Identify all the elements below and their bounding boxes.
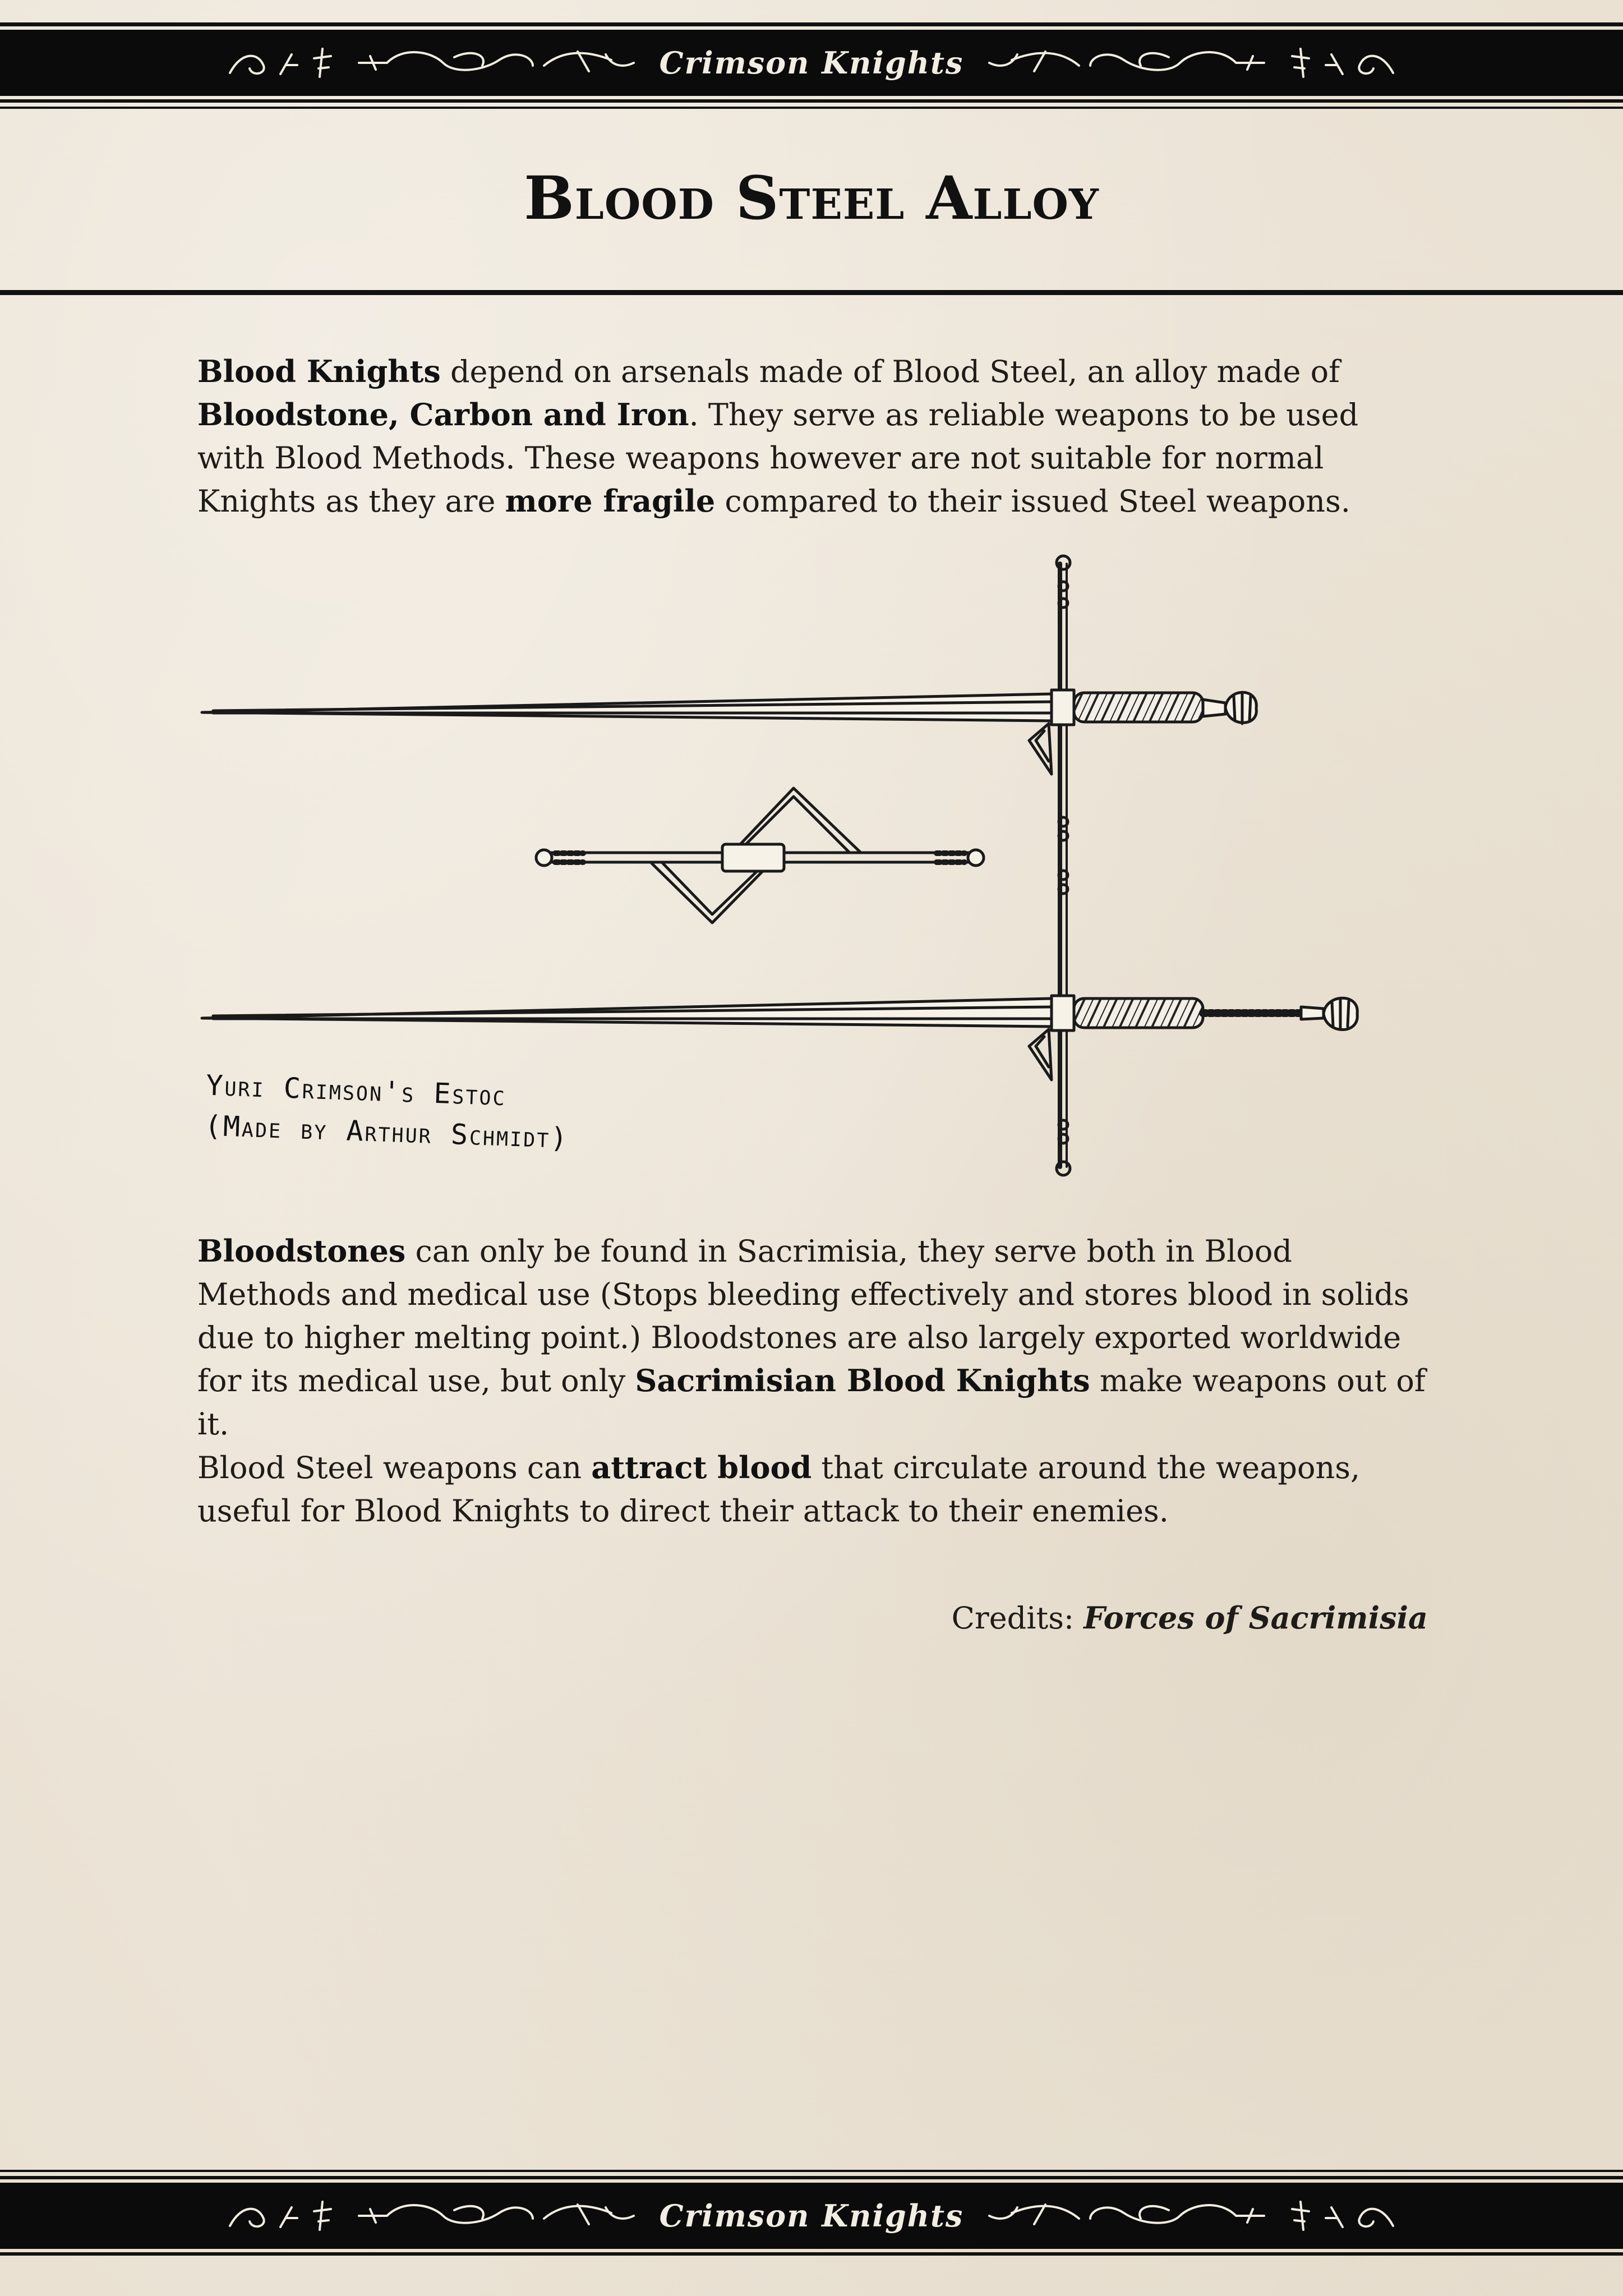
page-title: Blood Steel Alloy <box>524 163 1099 233</box>
term-more-fragile: more fragile <box>505 483 716 519</box>
text-run: Blood Steel weapons can <box>197 1450 592 1485</box>
credits-label: Credits: <box>951 1600 1084 1636</box>
text-run: compared to their issued Steel weapons. <box>715 484 1350 519</box>
banner-bar <box>0 30 1623 96</box>
upper-sword-drawing <box>202 690 1256 774</box>
title-divider <box>0 290 1623 295</box>
intro-paragraph <box>197 350 1431 523</box>
right-flourish-ornament-icon <box>978 2193 1404 2238</box>
banner-bar <box>0 2183 1623 2249</box>
detached-guard-drawing <box>536 788 984 923</box>
credits-line <box>952 1596 1428 1640</box>
banner-bottom-thin-rule <box>0 107 1623 109</box>
text-run: that circulate around the weapons, useful for Blood Knights to direct their attack to their enemies. <box>197 1450 1361 1529</box>
left-flourish-ornament-icon <box>219 2193 645 2238</box>
banner-bottom-rule <box>0 2252 1623 2256</box>
term-sacrimisian-blood-knights: Sacrimisian Blood Knights <box>635 1363 1090 1398</box>
right-flourish-ornament-icon <box>978 40 1404 85</box>
illustration-caption <box>204 1065 571 1159</box>
lower-sword-drawing <box>202 996 1357 1080</box>
caption-line-1: Yuri Crimson's Estoc <box>205 1069 507 1112</box>
attract-blood-paragraph <box>197 1446 1431 1533</box>
term-alloy-components: Bloodstone, Carbon and Iron <box>197 397 689 432</box>
banner-top-rule <box>0 2176 1623 2179</box>
term-blood-knights: Blood Knights <box>197 353 441 389</box>
crossguard-bar <box>1057 556 1070 1175</box>
banner-top-thin-rule <box>0 2170 1623 2172</box>
term-attract-blood: attract blood <box>591 1450 812 1485</box>
banner-title: Crimson Knights <box>659 45 964 81</box>
credits-source: Forces of Sacrimisia <box>1083 1600 1428 1636</box>
text-run: depend on arsenals made of Blood Steel, an alloy made of <box>440 354 1340 389</box>
bloodstones-paragraph <box>197 1230 1431 1446</box>
text-run: . They serve as reliable weapons to be used with Blood Methods. These weapons however are not suitable for normal Knights as they are <box>197 397 1359 519</box>
term-bloodstones: Bloodstones <box>197 1233 406 1269</box>
banner-title: Crimson Knights <box>659 2198 964 2234</box>
text-run: make weapons out of it. <box>197 1363 1426 1442</box>
banner-bottom-rule <box>0 99 1623 103</box>
text-run: can only be found in Sacrimisia, they serve both in Blood Methods and medical use (Stops bleeding effectively and stores blood in solids due to higher melting point.) Bloodstones are also largely exported worldwide for its medical use, but only <box>197 1234 1409 1398</box>
left-flourish-ornament-icon <box>219 40 645 85</box>
banner-top-rule <box>0 22 1623 26</box>
caption-line-2: (Made by Arthur Schmidt) <box>204 1109 570 1155</box>
